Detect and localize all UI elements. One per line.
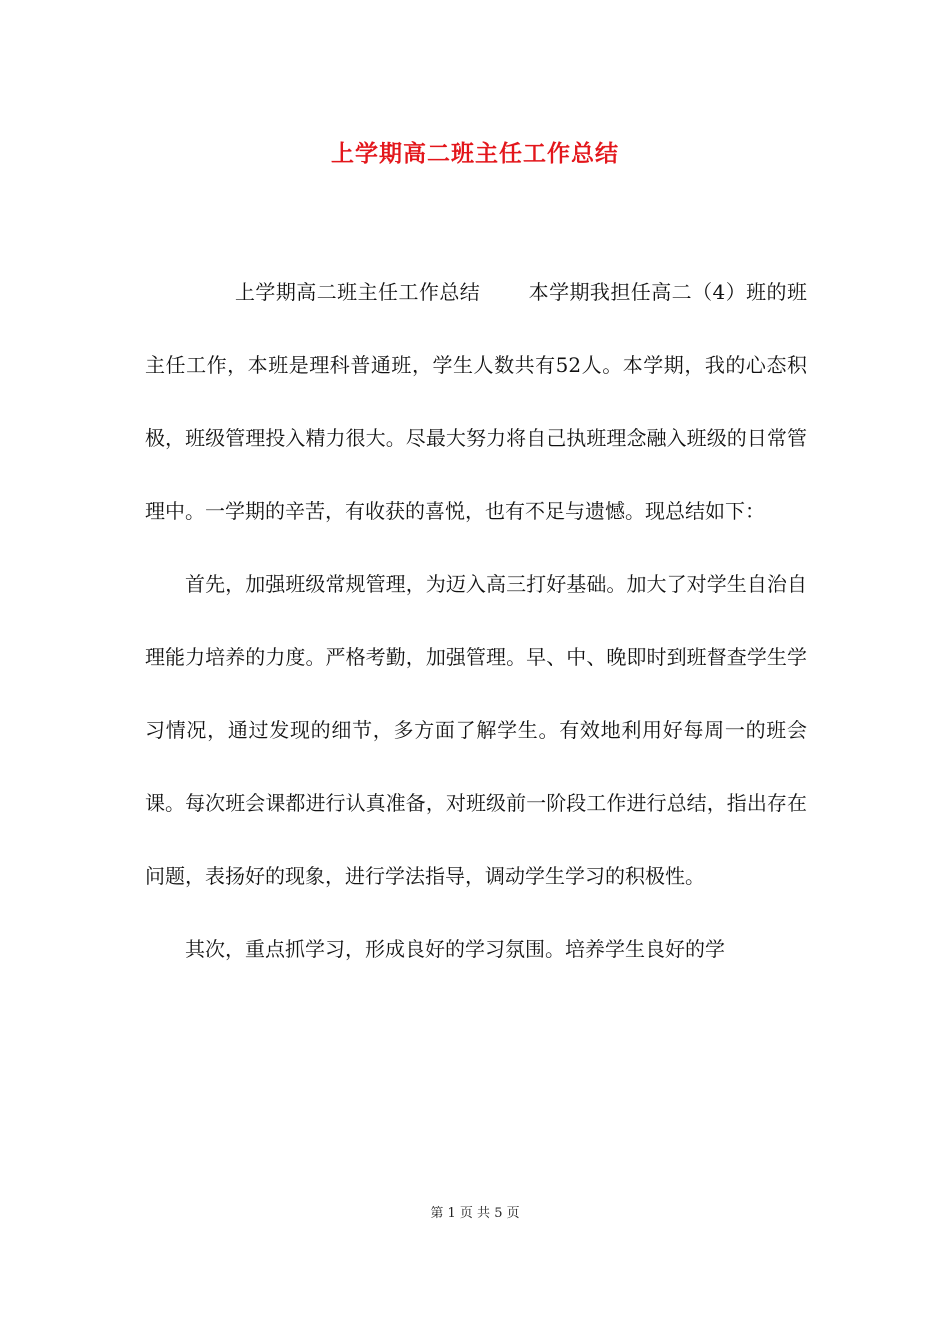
page-number: 第 1 页 共 5 页 (430, 1206, 520, 1221)
paragraph-1 (145, 256, 807, 548)
page-footer (0, 1204, 950, 1224)
paragraph-3: 其次，重点抓学习，形成良好的学习氛围。培养学生良好的学 (185, 937, 725, 961)
document-body (145, 256, 807, 986)
document-title: 上学期高二班主任工作总结 (331, 140, 619, 167)
paragraph-1-text: 本学期我担任高二（4）班的班主任工作，本班是理科普通班，学生人数共有52人。本学期，我的心态积极，班级管理投入精力很大。尽最大努力将自己执班理念融入班级的日常管理中。一学期的辛苦，有收获的喜悦，也有不足与遗憾。现总结如下： (145, 280, 807, 523)
paragraph-1-lead: 上学期高二班主任工作总结 (235, 280, 481, 304)
paragraph-2: 首先，加强班级常规管理，为迈入高三打好基础。加大了对学生自治自理能力培养的力度。严格考勤，加强管理。早、中、晚即时到班督查学生学习情况，通过发现的细节，多方面了解学生。有效地利用好每周一的班会课。每次班会课都进行认真准备，对班级前一阶段工作进行总结，指出存在问题，表扬好的现象，进行学法指导，调动学生学习的积极性。 (145, 572, 807, 888)
